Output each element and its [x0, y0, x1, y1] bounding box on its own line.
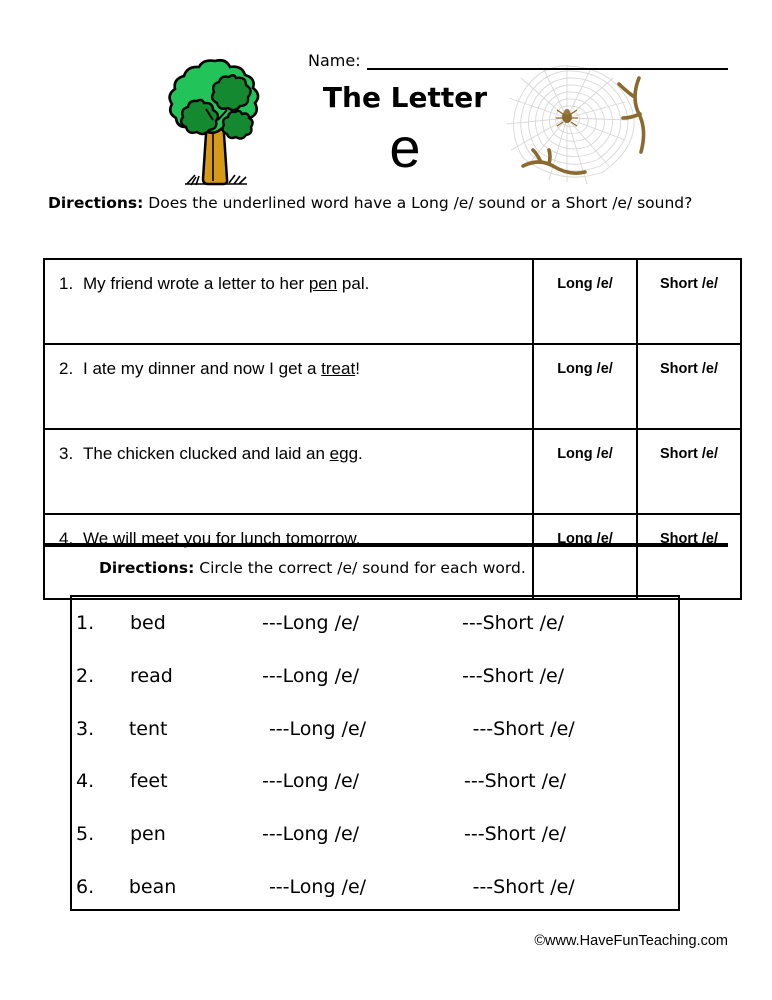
directions-section-1	[48, 193, 738, 214]
name-field-row	[308, 46, 728, 70]
word-option-long[interactable]: ---Long /e/	[268, 717, 367, 740]
directions-1-text: Does the underlined word have a Long /e/ sound or a Short /e/ sound?	[143, 194, 693, 212]
table-row	[44, 259, 741, 344]
word-option-short[interactable]: ---Short /e/	[462, 612, 565, 635]
word-text: bean	[128, 875, 177, 898]
word-number: 4.	[76, 770, 95, 793]
table-row	[44, 429, 741, 514]
table-row	[44, 514, 741, 599]
sentence-cell	[44, 429, 533, 514]
word-option-long[interactable]: ---Long /e/	[262, 665, 360, 688]
sentence-text-before: I ate my dinner and now I get a	[83, 359, 322, 378]
page-title-letter: e	[389, 116, 421, 179]
word-list-table	[70, 595, 680, 911]
sentence-text-before: My friend wrote a letter to her	[83, 274, 309, 293]
word-number: 1.	[76, 612, 95, 635]
sentence-text-after: .	[358, 444, 363, 463]
sentence-underlined-word: meet	[141, 529, 180, 548]
option-short-cell[interactable]: Short /e/	[637, 259, 741, 344]
word-text: bed	[130, 612, 166, 635]
sentence-number: 1.	[59, 274, 74, 293]
word-option-short[interactable]: ---Short /e/	[464, 823, 567, 846]
list-item	[72, 597, 678, 650]
option-short-cell[interactable]: Short /e/	[637, 514, 741, 599]
word-text: pen	[130, 823, 166, 846]
sentence-text-before: The chicken clucked and laid an	[83, 444, 330, 463]
word-option-long[interactable]: ---Long /e/	[262, 612, 360, 635]
directions-1-label: Directions:	[48, 194, 144, 212]
sentence-text-after: !	[355, 359, 360, 378]
sentence-text-after: pal.	[337, 274, 370, 293]
directions-2-text: Circle the correct /e/ sound for each word.	[194, 559, 526, 577]
sentence-underlined-word: treat	[321, 359, 356, 378]
word-option-long[interactable]: ---Long /e/	[262, 770, 360, 793]
sentence-underlined-word: egg	[329, 444, 359, 463]
word-number: 5.	[76, 823, 95, 846]
sentence-text-after: you for lunch tomorrow.	[179, 529, 361, 548]
sentence-text-before: We will	[83, 529, 142, 548]
word-text: tent	[128, 717, 168, 740]
section-divider	[43, 543, 728, 547]
sentence-cell	[44, 259, 533, 344]
list-item	[72, 860, 678, 913]
sentence-number: 2.	[59, 359, 74, 378]
word-option-short[interactable]: ---Short /e/	[472, 717, 575, 740]
sentence-cell	[44, 344, 533, 429]
list-item	[72, 808, 678, 861]
sentence-number: 4.	[59, 529, 74, 548]
word-option-short[interactable]: ---Short /e/	[462, 665, 565, 688]
tree-icon	[163, 57, 267, 190]
list-item	[72, 650, 678, 703]
word-option-short[interactable]: ---Short /e/	[472, 875, 575, 898]
option-long-cell[interactable]: Long /e/	[533, 259, 637, 344]
option-short-cell[interactable]: Short /e/	[637, 429, 741, 514]
list-item	[72, 755, 678, 808]
page-title: The Letter	[322, 81, 488, 114]
sentence-cell	[44, 514, 533, 599]
word-text: read	[130, 665, 173, 688]
sentence-number: 3.	[59, 444, 74, 463]
worksheet-header	[0, 0, 772, 195]
word-number: 6.	[76, 875, 95, 898]
word-option-long[interactable]: ---Long /e/	[268, 875, 367, 898]
word-text: feet	[130, 770, 168, 793]
table-row	[44, 344, 741, 429]
option-long-cell[interactable]: Long /e/	[533, 344, 637, 429]
word-option-long[interactable]: ---Long /e/	[262, 823, 360, 846]
sentence-table	[43, 258, 742, 600]
word-number: 2.	[76, 665, 95, 688]
option-long-cell[interactable]: Long /e/	[533, 514, 637, 599]
spider-web-icon	[505, 62, 665, 192]
directions-section-2	[99, 558, 719, 579]
word-option-short[interactable]: ---Short /e/	[464, 770, 567, 793]
word-number: 3.	[76, 717, 95, 740]
directions-2-label: Directions:	[99, 559, 195, 577]
sentence-underlined-word: pen	[308, 274, 338, 293]
footer-credit: ©www.HaveFunTeaching.com	[534, 933, 728, 949]
option-long-cell[interactable]: Long /e/	[533, 429, 637, 514]
name-input-blank[interactable]	[367, 52, 728, 70]
name-label: Name:	[308, 51, 361, 70]
list-item	[72, 702, 678, 755]
option-short-cell[interactable]: Short /e/	[637, 344, 741, 429]
